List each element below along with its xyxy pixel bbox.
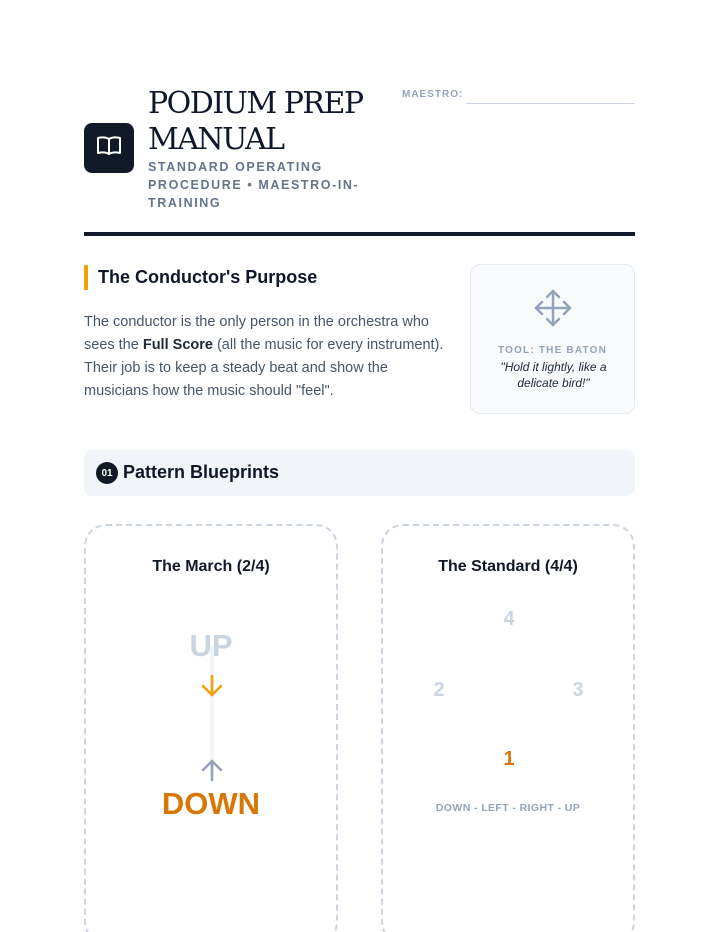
beat-four: 4 (503, 608, 515, 630)
open-book-icon (95, 134, 123, 163)
arrow-down-icon (198, 672, 226, 705)
arrow-up-icon (198, 756, 226, 789)
tool-quote: "Hold it lightly, like a delicate bird!" (500, 360, 607, 390)
maestro-name-field[interactable] (466, 103, 635, 104)
page-title: PODIUM PREP MANUAL (148, 86, 363, 157)
section-number-badge: 01 (96, 462, 118, 484)
tool-card (470, 264, 635, 414)
purpose-heading: The Conductor's Purpose (98, 267, 318, 287)
section-banner (84, 450, 635, 496)
purpose-body-emphasis: Full Score (142, 337, 213, 353)
header-divider (84, 232, 635, 236)
purpose-body-text-end: (all the music for every instrument). Their job is to keep a steady beat and show the musicians how the music should "feel". (84, 337, 444, 399)
march-pattern-card (84, 524, 338, 932)
purpose-body (84, 311, 444, 403)
beat-two: 2 (433, 679, 445, 701)
beat-one: 1 (503, 748, 515, 770)
section-title: Pattern Blueprints (123, 462, 280, 482)
pattern-caption: DOWN - LEFT - RIGHT - UP (435, 802, 581, 814)
march-down-label: DOWN (161, 786, 261, 821)
heading-accent-bar (84, 265, 88, 290)
standard-pattern-card (381, 524, 635, 932)
march-card-title: The March (2/4) (152, 558, 270, 575)
beat-three: 3 (572, 679, 584, 701)
page-subtitle: STANDARD OPERATING PROCEDURE • MAESTRO-IN-TRAINING (148, 160, 360, 210)
move-arrows-icon (533, 288, 573, 333)
logo-badge (84, 123, 134, 173)
march-up-label: UP (189, 628, 233, 663)
standard-card-title: The Standard (4/4) (438, 558, 578, 575)
purpose-body-text: The conductor is the only person in the orchestra who sees the (84, 314, 429, 353)
maestro-label: MAESTRO: (402, 89, 464, 100)
tool-label: TOOL: THE BATON (497, 345, 608, 356)
